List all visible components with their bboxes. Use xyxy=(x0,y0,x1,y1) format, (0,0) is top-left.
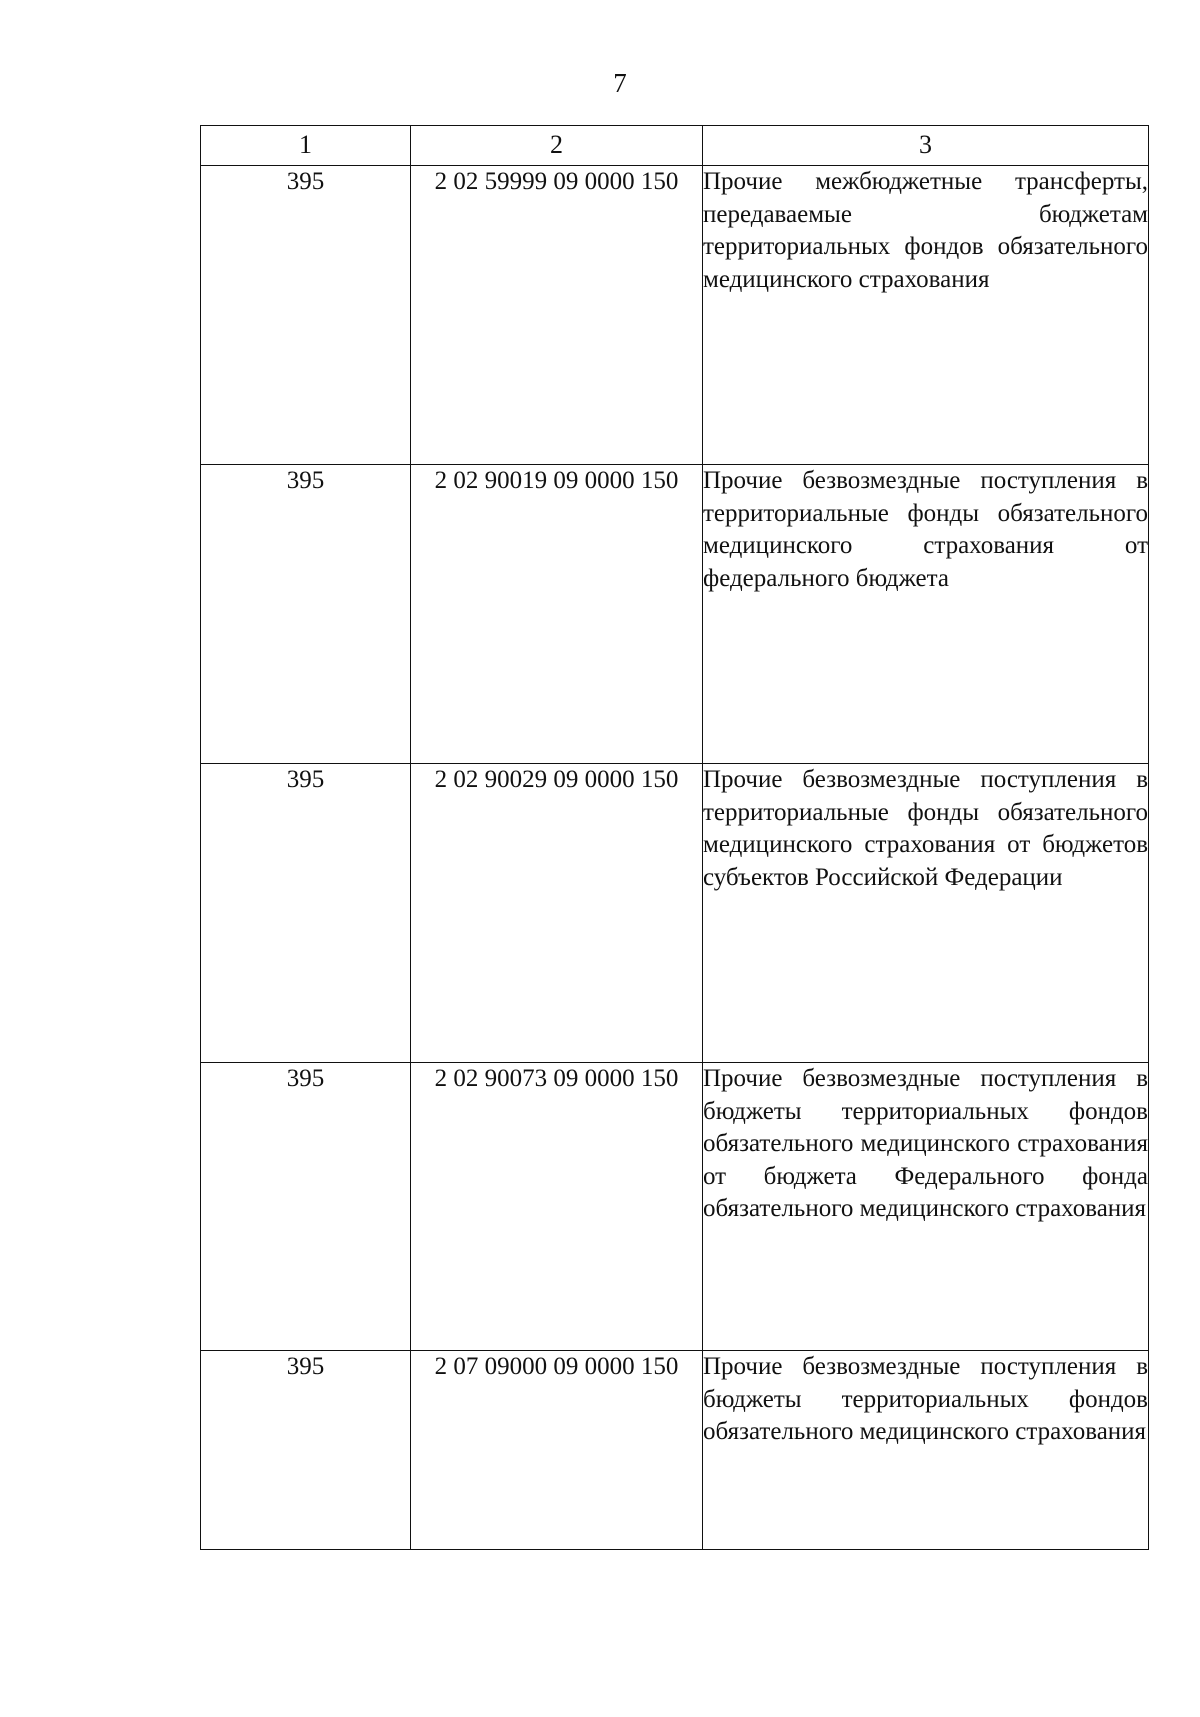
table-row xyxy=(201,1063,1149,1351)
income-code-cell: 2 07 09000 09 0000 150 xyxy=(411,1351,703,1550)
table-row xyxy=(201,1351,1149,1550)
page-number: 7 xyxy=(613,68,627,98)
income-name-cell: Прочие безвозмездные поступления в бюджеты территориальных фондов обязательного медицинского страхования xyxy=(703,1351,1149,1550)
income-code-cell: 2 02 59999 09 0000 150 xyxy=(411,166,703,465)
table-row xyxy=(201,764,1149,1063)
admin-code-cell: 395 xyxy=(201,166,411,465)
table-header-row xyxy=(201,126,1149,166)
admin-code-cell: 395 xyxy=(201,1063,411,1351)
table-row xyxy=(201,465,1149,764)
column-header-3: 3 xyxy=(703,126,1149,166)
income-code-cell: 2 02 90019 09 0000 150 xyxy=(411,465,703,764)
income-name-cell: Прочие межбюджетные трансферты, передаваемые бюджетам территориальных фондов обязательного медицинского страхования xyxy=(703,166,1149,465)
column-header-2: 2 xyxy=(411,126,703,166)
admin-code-cell: 395 xyxy=(201,764,411,1063)
income-name-cell: Прочие безвозмездные поступления в бюджеты территориальных фондов обязательного медицинского страхования от бюджета Федерального фонда обязательного медицинского страхования xyxy=(703,1063,1149,1351)
table-row xyxy=(201,166,1149,465)
admin-code-cell: 395 xyxy=(201,465,411,764)
admin-code-cell: 395 xyxy=(201,1351,411,1550)
income-codes-table xyxy=(200,125,1149,1550)
income-code-cell: 2 02 90029 09 0000 150 xyxy=(411,764,703,1063)
income-code-cell: 2 02 90073 09 0000 150 xyxy=(411,1063,703,1351)
column-header-1: 1 xyxy=(201,126,411,166)
income-name-cell: Прочие безвозмездные поступления в территориальные фонды обязательного медицинского страхования от федерального бюджета xyxy=(703,465,1149,764)
income-name-cell: Прочие безвозмездные поступления в территориальные фонды обязательного медицинского страхования от бюджетов субъектов Российской Федерации xyxy=(703,764,1149,1063)
